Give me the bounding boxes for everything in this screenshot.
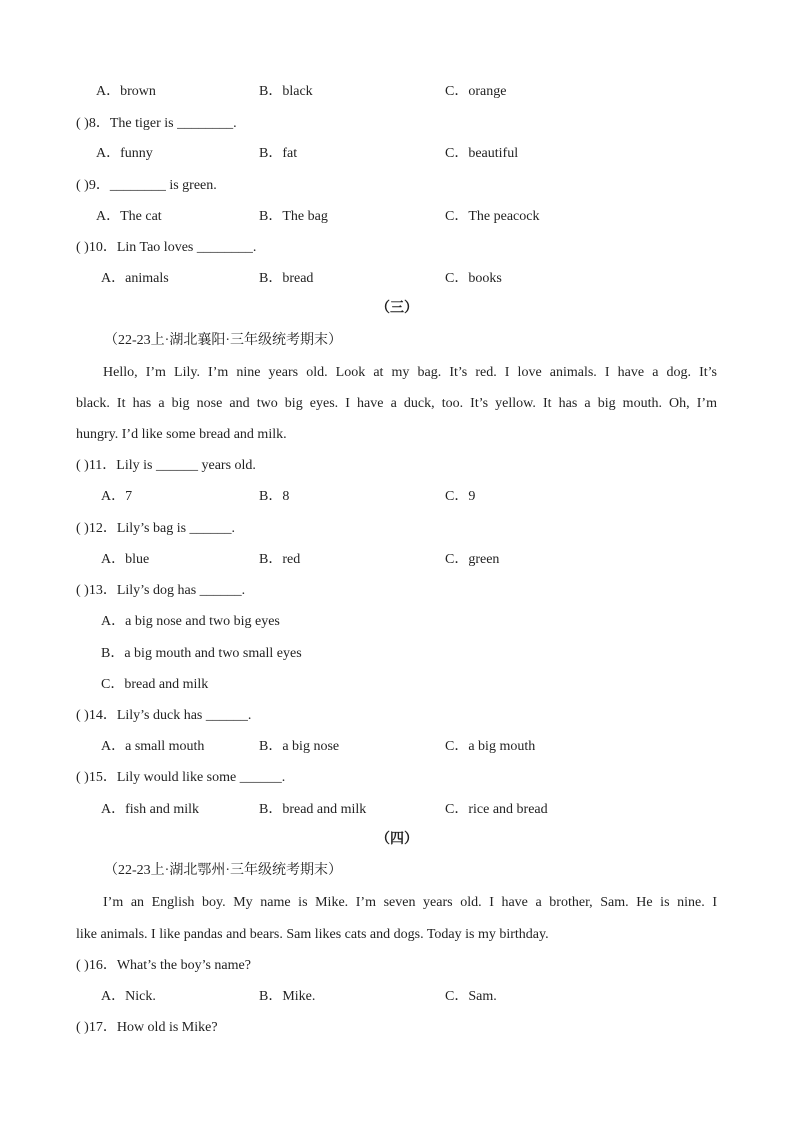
q14-option-c: C．a big mouth	[445, 739, 536, 754]
answer-bracket[interactable]: ( )	[76, 178, 89, 193]
q11-option-c: C．9	[445, 489, 476, 504]
q15-option-b: B．bread and milk	[259, 802, 367, 817]
q13-option-a: A．a big nose and two big eyes	[101, 614, 280, 629]
q16-option-b: B．Mike.	[259, 989, 316, 1004]
q13-option-c: C．bread and milk	[101, 677, 209, 692]
q13-option-b: B．a big mouth and two small eyes	[101, 646, 302, 661]
q15-option-c: C．rice and bread	[445, 802, 548, 817]
answer-bracket[interactable]: ( )	[76, 770, 89, 785]
question-15	[76, 769, 285, 787]
question-text: 17．How old is Mike?	[88, 1020, 218, 1035]
question-text: 12．Lily’s bag is ______.	[88, 521, 236, 536]
question-13	[76, 582, 245, 600]
answer-bracket[interactable]: ( )	[76, 521, 89, 536]
q11-option-a: A．7	[101, 489, 133, 504]
question-text: 11．Lily is ______ years old.	[88, 458, 256, 473]
q10-option-a: A．animals	[101, 271, 169, 286]
question-9	[76, 177, 217, 195]
answer-bracket[interactable]: ( )	[76, 583, 89, 598]
q9-option-b: B．The bag	[259, 209, 328, 224]
question-text: 16．What’s the boy’s name?	[88, 958, 251, 973]
q8-option-a: A．funny	[96, 146, 153, 161]
answer-bracket[interactable]: ( )	[76, 240, 89, 255]
question-10	[76, 239, 256, 257]
q8-option-b: B．fat	[259, 146, 298, 161]
question-text: 13．Lily’s dog has ______.	[88, 583, 246, 598]
q7-option-c: C．orange	[445, 84, 507, 99]
section-3-passage-line-3: hungry. I’d like some bread and milk.	[76, 427, 287, 442]
question-text: 10．Lin Tao loves ________.	[88, 240, 257, 255]
q16-option-a: A．Nick.	[101, 989, 156, 1004]
section-3-passage-line-1: Hello, I’m Lily. I’m nine years old. Look at my bag. It’s red. I love animals. I have a dog. It’s	[103, 365, 717, 380]
question-text: 9．________ is green.	[88, 178, 217, 193]
q10-option-c: C．books	[445, 271, 502, 286]
q14-option-b: B．a big nose	[259, 739, 340, 754]
answer-bracket[interactable]: ( )	[76, 1020, 89, 1035]
q8-option-c: C．beautiful	[445, 146, 519, 161]
q16-option-c: C．Sam.	[445, 989, 497, 1004]
question-8	[76, 115, 237, 133]
section-3-source: （22-23上·湖北襄阳·三年级统考期末）	[104, 333, 342, 348]
q15-option-a: A．fish and milk	[101, 802, 199, 817]
section-3-title: （三）	[376, 301, 418, 316]
question-text: 14．Lily’s duck has ______.	[88, 708, 252, 723]
answer-bracket[interactable]: ( )	[76, 116, 89, 131]
section-4-title: （四）	[376, 832, 418, 847]
q14-option-a: A．a small mouth	[101, 739, 205, 754]
section-4-source: （22-23上·湖北鄂州·三年级统考期末）	[104, 863, 342, 878]
answer-bracket[interactable]: ( )	[76, 958, 89, 973]
q7-option-b: B．black	[259, 84, 313, 99]
section-4-passage-line-2: like animals. I like pandas and bears. Sam likes cats and dogs. Today is my birthday.	[76, 927, 549, 942]
question-17	[76, 1019, 218, 1037]
question-text: 8．The tiger is ________.	[88, 116, 237, 131]
q12-option-a: A．blue	[101, 552, 150, 567]
q10-option-b: B．bread	[259, 271, 314, 286]
section-4-passage-line-1: I’m an English boy. My name is Mike. I’m seven years old. I have a brother, Sam. He is nine. I	[103, 895, 717, 910]
q9-option-a: A．The cat	[96, 209, 162, 224]
q12-option-c: C．green	[445, 552, 500, 567]
q7-option-a: A．brown	[96, 84, 156, 99]
q12-option-b: B．red	[259, 552, 301, 567]
question-14	[76, 707, 251, 725]
question-16	[76, 957, 251, 975]
answer-bracket[interactable]: ( )	[76, 708, 89, 723]
question-12	[76, 520, 235, 538]
question-text: 15．Lily would like some ______.	[88, 770, 286, 785]
section-3-passage-line-2: black. It has a big nose and two big eyes. I have a duck, too. It’s yellow. It has a big mouth. Oh, I’m	[76, 396, 717, 411]
answer-bracket[interactable]: ( )	[76, 458, 89, 473]
question-11	[76, 457, 256, 475]
q9-option-c: C．The peacock	[445, 209, 540, 224]
q11-option-b: B．8	[259, 489, 290, 504]
